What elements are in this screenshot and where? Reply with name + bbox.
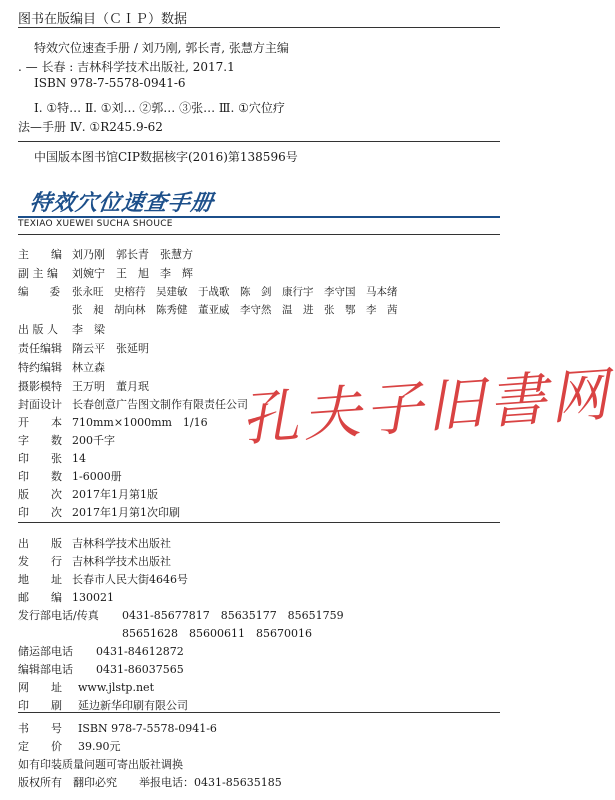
publisher-row: [18, 571, 188, 587]
credit-label: 封面设计: [18, 398, 62, 411]
credit-row: [18, 359, 105, 375]
credit-row: [18, 246, 193, 262]
publisher-label: 邮 编: [18, 591, 62, 604]
credit-label: 摄影模特: [18, 380, 62, 393]
cip-heading: 图书在版编目（ＣＩＰ）数据: [18, 12, 188, 27]
title-underline: [18, 216, 500, 218]
credit-label: 开 本: [18, 416, 62, 429]
copyright-text: 版权所有 翻印必究 举报电话：0431-85635185: [18, 776, 282, 789]
credit-value: 王万明 董月珉: [72, 380, 149, 393]
cip-line: 法—手册 Ⅳ. ①R245.9-62: [18, 120, 163, 134]
footer-label: 书 号: [18, 722, 62, 735]
credit-value: 林立森: [72, 361, 105, 374]
credit-value: 李 梁: [72, 323, 105, 336]
credit-row: [18, 396, 248, 412]
credit-row: [18, 378, 149, 394]
credit-label: 出 版 人: [18, 323, 58, 336]
notice-text: 如有印装质量问题可寄出版社调换: [18, 758, 183, 771]
credit-row: [18, 486, 158, 502]
credit-label: 责任编辑: [18, 342, 62, 355]
credit-value: 刘婉宁 王 旭 李 辉: [72, 267, 193, 280]
credit-value: 刘乃刚 郭长青 张慧方: [72, 248, 193, 261]
credit-value: 张 昶 胡向林 陈秀健 董亚威 李守然 温 进 张 鄂 李 茜: [72, 304, 398, 316]
cip-line: Ⅰ. ①特… Ⅱ. ①刘… ②郭… ③张… Ⅲ. ①穴位疗: [34, 101, 285, 115]
credit-row: [18, 284, 398, 299]
publisher-row: [18, 589, 114, 605]
publisher-label: 网 址: [18, 681, 62, 694]
divider: [18, 712, 500, 713]
credit-row: [18, 340, 149, 356]
credit-label: 副 主 编: [18, 267, 58, 280]
credit-value: 2017年1月第1版: [72, 488, 158, 501]
credit-row: [18, 468, 122, 484]
credit-value: 200千字: [72, 434, 115, 447]
footer-label: 定 价: [18, 740, 62, 753]
divider: [18, 234, 500, 235]
isbn-value: ISBN 978-7-5578-0941-6: [78, 722, 217, 735]
credit-label: 特约编辑: [18, 361, 62, 374]
publisher-label: 出 版: [18, 537, 62, 550]
credit-value: 1-6000册: [72, 470, 122, 483]
cip-line: 中国版本图书馆CIP数据核字(2016)第138596号: [34, 150, 298, 164]
credit-label: 编 委: [18, 286, 60, 298]
cip-line: ISBN 978-7-5578-0941-6: [34, 76, 186, 90]
credit-row: [18, 504, 180, 520]
footer-row: [18, 720, 217, 736]
credit-row: [18, 450, 86, 466]
price-value: 39.90元: [78, 740, 121, 753]
publisher-label: 储运部电话: [18, 645, 73, 658]
cip-line: 特效穴位速查手册 / 刘乃刚, 郭长青, 张慧方主编: [34, 41, 289, 55]
publisher-value: 延边新华印刷有限公司: [78, 699, 188, 712]
credit-label: 印 数: [18, 470, 62, 483]
publisher-row: [18, 697, 188, 713]
book-title: 特效穴位速查手册: [27, 191, 216, 216]
credit-row: [18, 321, 105, 337]
book-title-pinyin: TEXIAO XUEWEI SUCHA SHOUCE: [18, 219, 173, 229]
publisher-row: [18, 553, 171, 569]
credit-value: 张永旺 史榕荇 吴建敏 于战歌 陈 剑 康行宇 李守国 马本绪: [72, 286, 398, 298]
credit-value: 14: [72, 452, 86, 465]
publisher-value: 吉林科学技术出版社: [72, 537, 171, 550]
publisher-value: 0431-85677817 85635177 85651759: [122, 609, 344, 622]
publisher-value: 0431-86037565: [96, 663, 184, 676]
credit-label: 主 编: [18, 248, 62, 261]
publisher-row: [122, 625, 312, 641]
publisher-value: 0431-84612872: [96, 645, 184, 658]
credit-row: [18, 414, 208, 430]
credit-value: 长春创意广告图文制作有限责任公司: [72, 398, 248, 411]
credit-label: 印 张: [18, 452, 62, 465]
credit-row: [18, 265, 193, 281]
divider: [18, 27, 500, 28]
footer-row: [18, 738, 121, 754]
credit-value: 710mm×1000mm 1/16: [72, 416, 208, 429]
website-value: www.jlstp.net: [78, 681, 154, 694]
credit-value: 隋云平 张延明: [72, 342, 149, 355]
divider: [18, 522, 500, 523]
cip-line: . — 长春 : 吉林科学技术出版社, 2017.1: [18, 60, 235, 74]
credit-row: [18, 432, 115, 448]
credit-label: 印 次: [18, 506, 62, 519]
publisher-value: 长春市人民大街4646号: [72, 573, 188, 586]
publisher-label: 印 刷: [18, 699, 62, 712]
publisher-label: 地 址: [18, 573, 62, 586]
credit-label: 字 数: [18, 434, 62, 447]
publisher-value: 130021: [72, 591, 114, 604]
publisher-value: 85651628 85600611 85670016: [122, 627, 312, 640]
publisher-label: 编辑部电话: [18, 663, 73, 676]
credit-row: [18, 302, 398, 317]
publisher-row: [18, 643, 184, 659]
publisher-row: [18, 535, 171, 551]
publisher-row: [18, 607, 344, 623]
watermark: 孔夫子旧書网: [238, 360, 615, 454]
footer-row: [18, 774, 282, 790]
divider: [18, 141, 500, 142]
publisher-row: [18, 679, 154, 695]
credit-value: 2017年1月第1次印刷: [72, 506, 180, 519]
publisher-label: 发行部电话/传真: [18, 609, 99, 622]
footer-row: [18, 756, 183, 772]
publisher-label: 发 行: [18, 555, 62, 568]
publisher-row: [18, 661, 184, 677]
credit-label: 版 次: [18, 488, 62, 501]
publisher-value: 吉林科学技术出版社: [72, 555, 171, 568]
